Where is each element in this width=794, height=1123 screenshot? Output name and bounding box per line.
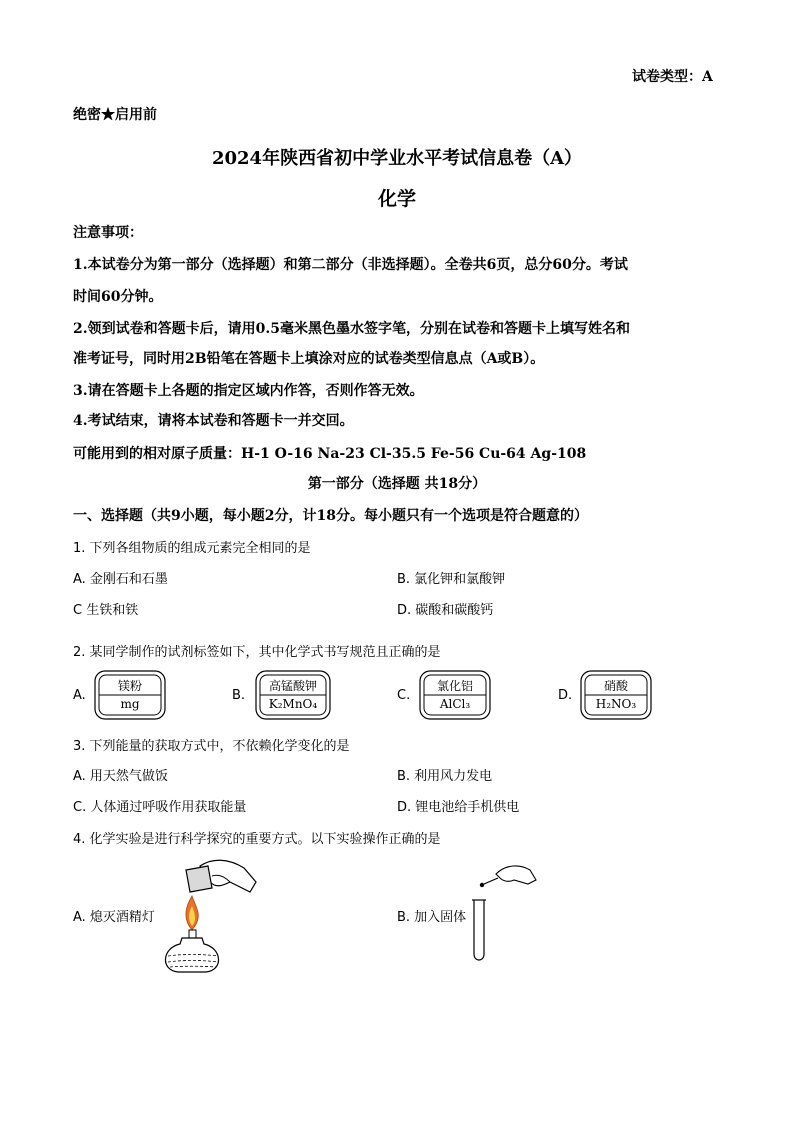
q2-label-c-formula: AlCl₃ — [439, 697, 471, 711]
section-heading: 一、选择题（共9小题，每小题2分，计18分。每小题只有一个选项是符合题意的） — [73, 508, 588, 524]
q1-option-a: A. 金刚石和石墨 — [73, 572, 168, 587]
notice-item-3: 3.请在答题卡上各题的指定区域内作答，否则作答无效。 — [73, 383, 424, 399]
notice-item-4: 4.考试结束，请将本试卷和答题卡一并交回。 — [73, 413, 354, 429]
alcohol-lamp-illustration — [160, 852, 260, 974]
q2-label-b-name: 高锰酸钾 — [268, 679, 317, 693]
q2-option-b-letter: B. — [232, 688, 246, 703]
q3-stem: 3. 下列能量的获取方式中，不依赖化学变化的是 — [73, 739, 350, 754]
test-tube-illustration — [468, 860, 538, 966]
q2-stem: 2. 某同学制作的试剂标签如下，其中化学式书写规范且正确的是 — [73, 645, 441, 660]
q2-label-d-formula: H₂NO₃ — [595, 697, 637, 711]
q2-option-d-letter: D. — [558, 688, 573, 703]
notice-item-1-line-2: 时间60分钟。 — [73, 289, 163, 305]
q2-label-a-formula: mg — [120, 697, 140, 711]
q2-label-c — [419, 670, 491, 720]
q4-option-a: A. 熄灭酒精灯 — [73, 910, 155, 925]
q2-label-b — [255, 670, 331, 720]
secret-mark: 绝密★启用前 — [73, 107, 157, 123]
q2-label-a — [94, 670, 166, 720]
paper-type: 试卷类型：A — [632, 69, 713, 85]
q2-label-c-name: 氯化铝 — [436, 679, 473, 693]
exam-title: 2024年陕西省初中学业水平考试信息卷（A） — [211, 148, 583, 169]
notice-item-1-line-1: 1.本试卷分为第一部分（选择题）和第二部分（非选择题）。全卷共6页，总分60分。考试 — [73, 257, 628, 273]
q3-option-c: C. 人体通过呼吸作用获取能量 — [73, 800, 247, 815]
notice-item-2-line-2: 准考证号，同时用2B铅笔在答题卡上填涂对应的试卷类型信息点（A或B）。 — [73, 351, 545, 367]
q3-option-b: B. 利用风力发电 — [397, 769, 493, 784]
solid-particle-icon — [480, 883, 484, 887]
q2-label-a-name: 镁粉 — [117, 679, 142, 693]
notice-item-2-line-1: 2.领到试卷和答题卡后，请用0.5毫米黑色墨水签字笔，分别在试卷和答题卡上填写姓名和 — [73, 321, 630, 337]
q3-option-a: A. 用天然气做饭 — [73, 769, 168, 784]
atomic-masses: 可能用到的相对原子质量：H-1 O-16 Na-23 Cl-35.5 Fe-56 Cu-64 Ag-108 — [73, 446, 587, 462]
notice-heading: 注意事项： — [73, 225, 143, 241]
q4-stem: 4. 化学实验是进行科学探究的重要方式。以下实验操作正确的是 — [73, 832, 441, 847]
q3-option-d: D. 锂电池给手机供电 — [397, 800, 520, 815]
q2-label-d — [580, 670, 652, 720]
q1-option-b: B. 氯化钾和氯酸钾 — [397, 572, 506, 587]
q2-label-b-formula: K₂MnO₄ — [268, 697, 318, 711]
subject-title: 化学 — [377, 188, 416, 210]
q2-option-a-letter: A. — [73, 688, 86, 703]
q1-option-c: C 生铁和铁 — [73, 603, 139, 618]
q2-label-d-name: 硝酸 — [603, 679, 628, 693]
q2-option-c-letter: C. — [397, 688, 411, 703]
part1-heading: 第一部分（选择题 共18分） — [307, 476, 487, 492]
q1-option-d: D. 碳酸和碳酸钙 — [397, 603, 494, 618]
q4-option-b: B. 加入固体 — [397, 910, 467, 925]
q1-stem: 1. 下列各组物质的组成元素完全相同的是 — [73, 541, 311, 556]
